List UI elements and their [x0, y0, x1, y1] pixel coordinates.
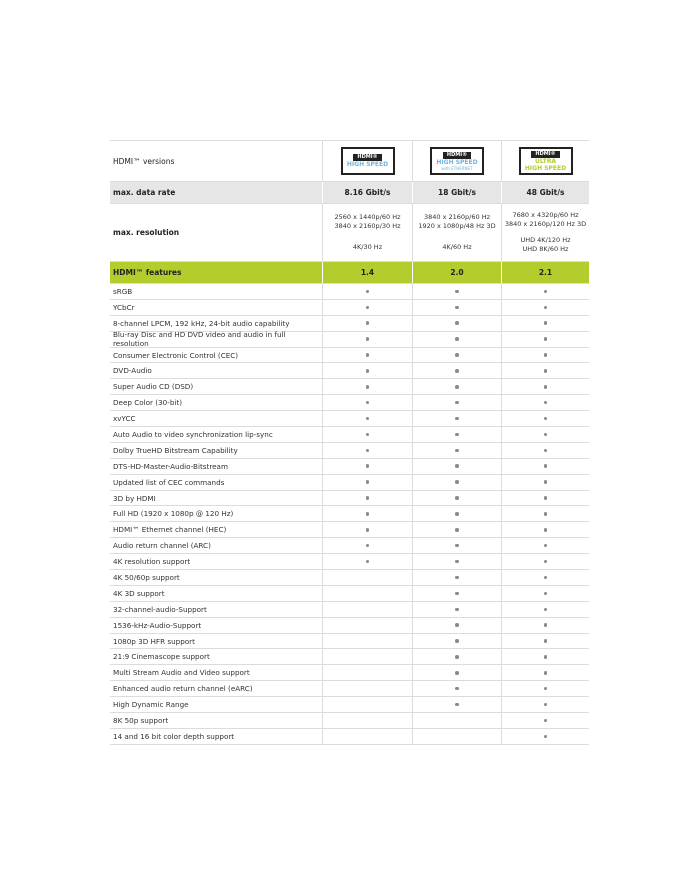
supported-dot-icon	[544, 576, 548, 580]
feature-row	[110, 491, 589, 507]
feature-name: Dolby TrueHD Bitstream Capability	[113, 445, 238, 455]
data-rate-value: 8.16 Gbit/s	[322, 182, 412, 203]
supported-dot-icon	[455, 306, 459, 310]
feature-name: Updated list of CEC commands	[113, 477, 225, 487]
feature-row	[110, 459, 589, 475]
hdmi-high-speed-logo: HDMI® HIGH SPEED	[341, 147, 395, 175]
supported-dot-icon	[544, 353, 548, 357]
supported-dot-icon	[455, 433, 459, 437]
feature-name: 21:9 Cinemascope support	[113, 652, 210, 662]
supported-dot-icon	[455, 464, 459, 468]
feature-row	[110, 729, 589, 745]
hdmi-comparison-table	[110, 140, 589, 745]
supported-dot-icon	[366, 433, 370, 437]
supported-dot-icon	[544, 735, 548, 739]
supported-dot-icon	[544, 639, 548, 643]
feature-name: HDMI™ Ethernet channel (HEC)	[113, 525, 227, 535]
supported-dot-icon	[544, 608, 548, 612]
feature-name: 8-channel LPCM, 192 kHz, 24-bit audio capability	[113, 318, 290, 328]
supported-dot-icon	[544, 433, 548, 437]
supported-dot-icon	[366, 353, 370, 357]
supported-dot-icon	[455, 449, 459, 453]
feature-name: xvYCC	[113, 414, 136, 424]
supported-dot-icon	[544, 623, 548, 627]
supported-dot-icon	[455, 560, 459, 564]
supported-dot-icon	[366, 290, 370, 294]
supported-dot-icon	[544, 480, 548, 484]
supported-dot-icon	[544, 290, 548, 294]
feature-row	[110, 602, 589, 618]
supported-dot-icon	[455, 512, 459, 516]
supported-dot-icon	[455, 639, 459, 643]
feature-name: 1536-kHz-Audio-Support	[113, 620, 202, 630]
supported-dot-icon	[544, 719, 548, 723]
supported-dot-icon	[366, 401, 370, 405]
supported-dot-icon	[366, 306, 370, 310]
supported-dot-icon	[544, 417, 548, 421]
feature-name: Auto Audio to video synchronization lip-sync	[113, 429, 273, 439]
supported-dot-icon	[366, 385, 370, 389]
feature-name: 4K resolution support	[113, 557, 191, 567]
feature-row	[110, 348, 589, 364]
feature-row	[110, 506, 589, 522]
feature-name: Super Audio CD (DSD)	[113, 382, 194, 392]
supported-dot-icon	[366, 449, 370, 453]
supported-dot-icon	[455, 592, 459, 596]
data-rate-value: 18 Gbit/s	[412, 182, 501, 203]
feature-row	[110, 443, 589, 459]
feature-row	[110, 475, 589, 491]
supported-dot-icon	[455, 576, 459, 580]
feature-name: 4K 3D support	[113, 588, 165, 598]
supported-dot-icon	[544, 528, 548, 532]
supported-dot-icon	[544, 655, 548, 659]
data-rate-row	[110, 182, 589, 204]
feature-row	[110, 379, 589, 395]
data-rate-label: max. data rate	[113, 188, 176, 197]
feature-row	[110, 697, 589, 713]
resolution-summary: UHD 4K/120 Hz UHD 8K/60 Hz	[520, 236, 571, 254]
feature-name: 14 and 16 bit color depth support	[113, 731, 235, 741]
supported-dot-icon	[366, 528, 370, 532]
supported-dot-icon	[366, 480, 370, 484]
supported-dot-icon	[544, 337, 548, 341]
resolution-values: 2560 x 1440p/60 Hz 3840 x 2160p/30 Hz	[334, 213, 401, 230]
supported-dot-icon	[544, 369, 548, 373]
supported-dot-icon	[366, 496, 370, 500]
version-label: 2.1	[501, 262, 589, 283]
supported-dot-icon	[455, 321, 459, 325]
supported-dot-icon	[455, 401, 459, 405]
feature-row	[110, 554, 589, 570]
resolution-values: 3840 x 2160p/60 Hz 1920 x 1080p/48 Hz 3D	[418, 213, 496, 230]
feature-name: Deep Color (30-bit)	[113, 398, 183, 408]
feature-row	[110, 284, 589, 300]
supported-dot-icon	[544, 544, 548, 548]
feature-name: Audio return channel (ARC)	[113, 541, 211, 551]
feature-name: 1080p 3D HFR support	[113, 636, 195, 646]
supported-dot-icon	[544, 671, 548, 675]
data-rate-value: 48 Gbit/s	[501, 182, 589, 203]
supported-dot-icon	[455, 623, 459, 627]
supported-dot-icon	[544, 449, 548, 453]
features-label: HDMI™ features	[113, 268, 182, 277]
feature-row	[110, 681, 589, 697]
feature-row	[110, 522, 589, 538]
feature-row	[110, 665, 589, 681]
supported-dot-icon	[544, 321, 548, 325]
feature-rows	[110, 284, 589, 745]
supported-dot-icon	[544, 560, 548, 564]
supported-dot-icon	[544, 592, 548, 596]
resolution-label: max. resolution	[113, 228, 180, 237]
supported-dot-icon	[366, 337, 370, 341]
feature-row	[110, 300, 589, 316]
feature-row	[110, 586, 589, 602]
versions-label: HDMI™ versions	[113, 156, 175, 166]
supported-dot-icon	[366, 417, 370, 421]
feature-name: DVD-Audio	[113, 366, 152, 376]
supported-dot-icon	[544, 385, 548, 389]
supported-dot-icon	[455, 671, 459, 675]
supported-dot-icon	[544, 512, 548, 516]
feature-row	[110, 634, 589, 650]
supported-dot-icon	[455, 703, 459, 707]
supported-dot-icon	[455, 337, 459, 341]
feature-row	[110, 538, 589, 554]
feature-row	[110, 570, 589, 586]
version-label: 1.4	[322, 262, 412, 283]
supported-dot-icon	[455, 655, 459, 659]
feature-row	[110, 411, 589, 427]
version-label: 2.0	[412, 262, 501, 283]
supported-dot-icon	[366, 560, 370, 564]
supported-dot-icon	[544, 496, 548, 500]
supported-dot-icon	[455, 290, 459, 294]
supported-dot-icon	[366, 369, 370, 373]
supported-dot-icon	[455, 528, 459, 532]
feature-row	[110, 713, 589, 729]
feature-name: 8K 50p support	[113, 715, 169, 725]
versions-header-row	[110, 140, 589, 182]
supported-dot-icon	[366, 464, 370, 468]
supported-dot-icon	[455, 544, 459, 548]
feature-name: Consumer Electronic Control (CEC)	[113, 350, 239, 360]
supported-dot-icon	[544, 687, 548, 691]
resolution-row	[110, 204, 589, 262]
supported-dot-icon	[455, 353, 459, 357]
resolution-summary: 4K/30 Hz	[352, 243, 383, 251]
feature-name: Blu-ray Disc and HD DVD video and audio in full resolution	[113, 330, 286, 349]
resolution-values: 7680 x 4320p/60 Hz 3840 x 2160p/120 Hz 3D	[504, 210, 587, 228]
supported-dot-icon	[455, 385, 459, 389]
feature-name: Multi Stream Audio and Video support	[113, 668, 250, 678]
supported-dot-icon	[455, 687, 459, 691]
feature-name: DTS-HD-Master-Audio-Bitstream	[113, 461, 228, 471]
feature-name: Full HD (1920 x 1080p @ 120 Hz)	[113, 509, 234, 519]
feature-name: Enhanced audio return channel (eARC)	[113, 684, 253, 694]
feature-name: YCbCr	[113, 302, 135, 312]
supported-dot-icon	[455, 480, 459, 484]
hdmi-high-speed-ethernet-logo: HDMI® HIGH SPEED with ETHERNET	[430, 147, 484, 175]
feature-row	[110, 649, 589, 665]
feature-name: 32-channel-audio-Support	[113, 604, 207, 614]
feature-row	[110, 395, 589, 411]
supported-dot-icon	[544, 401, 548, 405]
feature-name: High Dynamic Range	[113, 700, 189, 710]
resolution-summary: 4K/60 Hz	[442, 243, 472, 251]
hdmi-ultra-high-speed-logo: HDMI® ULTRA HIGH SPEED	[519, 147, 573, 175]
feature-row	[110, 363, 589, 379]
supported-dot-icon	[455, 608, 459, 612]
supported-dot-icon	[366, 321, 370, 325]
supported-dot-icon	[544, 306, 548, 310]
supported-dot-icon	[455, 369, 459, 373]
features-header-row	[110, 262, 589, 284]
supported-dot-icon	[455, 496, 459, 500]
feature-row	[110, 427, 589, 443]
supported-dot-icon	[366, 544, 370, 548]
feature-name: 4K 50/60p support	[113, 572, 180, 582]
supported-dot-icon	[544, 464, 548, 468]
supported-dot-icon	[366, 512, 370, 516]
feature-row	[110, 332, 589, 348]
feature-row	[110, 618, 589, 634]
supported-dot-icon	[544, 703, 548, 707]
feature-name: 3D by HDMI	[113, 493, 156, 503]
feature-name: sRGB	[113, 286, 133, 296]
supported-dot-icon	[455, 417, 459, 421]
